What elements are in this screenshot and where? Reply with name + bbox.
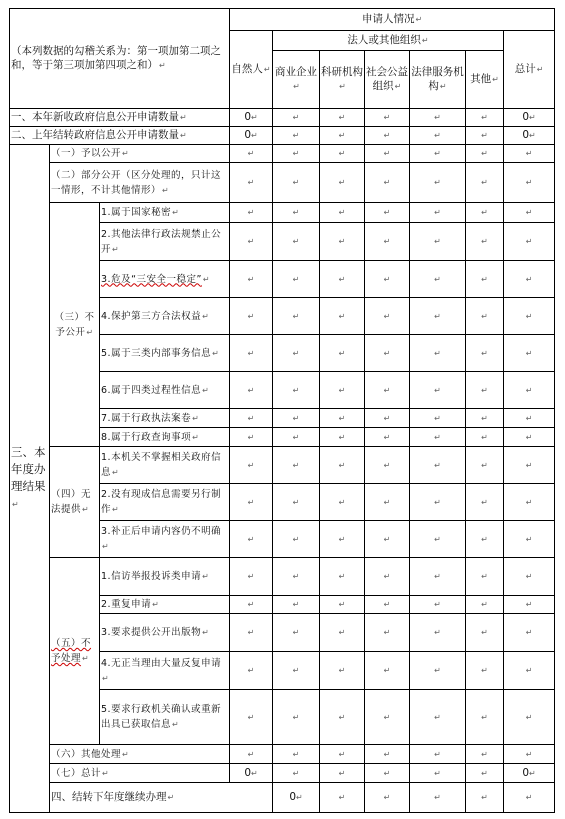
row-r3-1-label: 1.属于国家秘密↵ (100, 203, 230, 223)
row-r4-3-label: 3.补正后申请内容仍不明确↵ (100, 521, 230, 558)
value-cell (320, 127, 365, 145)
other-header: 其他↵ (466, 51, 504, 109)
value-cell (410, 109, 466, 127)
value-cell: 0 ↵ (230, 109, 273, 127)
row-r7-label: （七）总计↵ (50, 764, 230, 783)
value-cell (410, 127, 466, 145)
header-note: （本列数据的勾稽关系为：第一项加第二项之和，等于第三项加第四项之和） (11, 45, 221, 71)
value-cell: 0 ↵ (504, 127, 555, 145)
research-header: 科研机构↵ (320, 51, 365, 109)
row-carried-over-label: 二、上年结转政府信息公开申请数量↵ (10, 127, 230, 145)
value-cell: 0 ↵ (230, 127, 273, 145)
row-carry-forward-label: 四、结转下年度继续办理↵ (50, 783, 273, 813)
value-cell (273, 127, 320, 145)
value-cell (320, 109, 365, 127)
header-note-cell: （本列数据的勾稽关系为：第一项加第二项之和，等于第三项加第四项之和）↵ (10, 9, 230, 109)
row-r5-1-label: 1.信访举报投诉类申请↵ (100, 558, 230, 596)
row-r5-4-label: 4.无正当理由大量反复申请↵ (100, 652, 230, 690)
row-r4-label: （四）无法提供↵ (50, 447, 100, 558)
government-info-disclosure-table (9, 8, 555, 813)
row-new-requests-label: 一、本年新收政府信息公开申请数量↵ (10, 109, 230, 127)
row-r3-5-label: 5.属于三类内部事务信息↵ (100, 335, 230, 372)
value-cell: 0 ↵ (230, 764, 273, 783)
value-cell: 0 ↵ (504, 764, 555, 783)
natural-person-header: 自然人↵ (230, 31, 273, 109)
value-cell (273, 109, 320, 127)
value-cell: 0 ↵ (273, 783, 320, 813)
row-r3-3-label: 3.危及“三安全一稳定”↵ (100, 261, 230, 298)
row-r5-label: （五）不予处理↵ (50, 558, 100, 745)
row-r3-label: （三）不予公开↵ (50, 203, 100, 447)
disclosure-table-container (9, 8, 555, 813)
row-r4-1-label: 1.本机关不掌握相关政府信息↵ (100, 447, 230, 484)
legal-service-header: 法律服务机构↵ (410, 51, 466, 109)
value-cell (466, 109, 504, 127)
legal-or-other-header: 法人或其他组织↵ (273, 31, 504, 51)
row-r1-label: （一）予以公开↵ (50, 145, 230, 163)
value-cell (466, 127, 504, 145)
row-r6-label: （六）其他处理↵ (50, 745, 230, 764)
row-r3-8-label: 8.属于行政查询事项↵ (100, 428, 230, 447)
row-r3-2-label: 2.其他法律行政法规禁止公开↵ (100, 223, 230, 261)
row-r3-4-label: 4.保护第三方合法权益↵ (100, 298, 230, 335)
total-header: 总计↵ (504, 31, 555, 109)
row-results-label: 三、本年度办理结果↵ (10, 145, 50, 813)
row-r3-6-label: 6.属于四类过程性信息↵ (100, 372, 230, 409)
social-welfare-header: 社会公益组织↵ (365, 51, 410, 109)
value-cell (365, 109, 410, 127)
row-r5-5-label: 5.要求行政机关确认或重新出具已获取信息↵ (100, 690, 230, 745)
row-r3-7-label: 7.属于行政执法案卷↵ (100, 409, 230, 428)
value-cell (365, 127, 410, 145)
row-r5-2-label: 2.重复申请↵ (100, 596, 230, 614)
value-cell: 0 ↵ (504, 109, 555, 127)
business-header: 商业企业↵ (273, 51, 320, 109)
row-r4-2-label: 2.没有现成信息需要另行制作↵ (100, 484, 230, 521)
row-r2-label: （二）部分公开（区分处理的，只计这一情形，不计其他情形）↵ (50, 163, 230, 203)
applicant-info-header: 申请人情况↵ (230, 9, 555, 31)
row-r5-3-label: 3.要求提供公开出版物↵ (100, 614, 230, 652)
